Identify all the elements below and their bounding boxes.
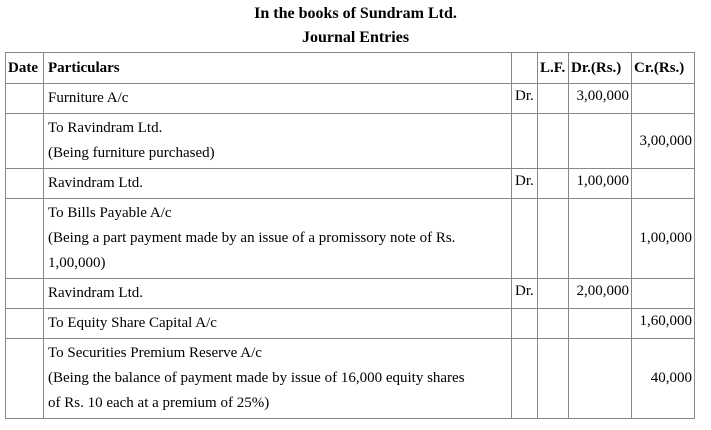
table-row bbox=[6, 169, 695, 199]
particulars-line: To Securities Premium Reserve A/c bbox=[48, 345, 262, 361]
particulars-line: of Rs. 10 each at a premium of 25%) bbox=[48, 395, 270, 411]
date-cell bbox=[6, 169, 44, 199]
particulars-cell bbox=[44, 199, 512, 279]
particulars-cell bbox=[44, 279, 512, 309]
lf-cell bbox=[538, 339, 569, 419]
credit-amount: 3,00,000 bbox=[632, 114, 695, 169]
debit-marker: Dr. bbox=[512, 169, 538, 199]
debit-marker: Dr. bbox=[512, 84, 538, 114]
page-title: In the books of Sundram Ltd. bbox=[254, 5, 457, 22]
credit-amount bbox=[632, 279, 695, 309]
column-header-marker bbox=[512, 53, 538, 84]
debit-amount bbox=[569, 309, 632, 339]
particulars-line: Furniture A/c bbox=[48, 90, 129, 106]
particulars-line: To Ravindram Ltd. bbox=[48, 120, 163, 136]
particulars-cell bbox=[44, 84, 512, 114]
lf-cell bbox=[538, 114, 569, 169]
table-row bbox=[6, 339, 695, 419]
debit-marker bbox=[512, 114, 538, 169]
debit-amount: 1,00,000 bbox=[569, 169, 632, 199]
particulars-line: Ravindram Ltd. bbox=[48, 285, 143, 301]
date-cell bbox=[6, 114, 44, 169]
journal-rows bbox=[6, 84, 695, 419]
debit-marker bbox=[512, 309, 538, 339]
lf-cell bbox=[538, 84, 569, 114]
date-cell bbox=[6, 279, 44, 309]
credit-amount: 40,000 bbox=[632, 339, 695, 419]
page-subtitle: Journal Entries bbox=[301, 29, 410, 46]
debit-amount bbox=[569, 114, 632, 169]
credit-amount: 1,60,000 bbox=[632, 309, 695, 339]
column-header-debit: Dr.(Rs.) bbox=[569, 53, 632, 84]
particulars-line: Ravindram Ltd. bbox=[48, 175, 143, 191]
credit-amount bbox=[632, 84, 695, 114]
table-row bbox=[6, 199, 695, 279]
lf-cell bbox=[538, 279, 569, 309]
particulars-line: (Being furniture purchased) bbox=[48, 145, 215, 161]
table-row bbox=[6, 84, 695, 114]
date-cell bbox=[6, 309, 44, 339]
particulars-cell bbox=[44, 114, 512, 169]
debit-marker bbox=[512, 199, 538, 279]
column-header-lf: L.F. bbox=[538, 53, 569, 84]
credit-amount bbox=[632, 169, 695, 199]
debit-amount: 3,00,000 bbox=[569, 84, 632, 114]
column-header-date: Date bbox=[6, 53, 44, 84]
lf-cell bbox=[538, 309, 569, 339]
date-cell bbox=[6, 339, 44, 419]
credit-amount: 1,00,000 bbox=[632, 199, 695, 279]
table-header-row bbox=[6, 53, 695, 84]
lf-cell bbox=[538, 169, 569, 199]
particulars-line: (Being a part payment made by an issue of a promissory note of Rs. bbox=[48, 230, 456, 246]
column-header-credit: Cr.(Rs.) bbox=[632, 53, 695, 84]
particulars-line: (Being the balance of payment made by issue of 16,000 equity shares bbox=[48, 370, 465, 386]
date-cell bbox=[6, 199, 44, 279]
particulars-line: To Bills Payable A/c bbox=[48, 205, 172, 221]
lf-cell bbox=[538, 199, 569, 279]
particulars-line: To Equity Share Capital A/c bbox=[48, 315, 217, 331]
table-row bbox=[6, 309, 695, 339]
debit-marker: Dr. bbox=[512, 279, 538, 309]
debit-marker bbox=[512, 339, 538, 419]
particulars-cell bbox=[44, 169, 512, 199]
debit-amount bbox=[569, 339, 632, 419]
particulars-cell bbox=[44, 309, 512, 339]
particulars-cell bbox=[44, 339, 512, 419]
column-header-particulars: Particulars bbox=[44, 53, 512, 84]
table-row bbox=[6, 114, 695, 169]
journal-table bbox=[5, 52, 695, 419]
table-row bbox=[6, 279, 695, 309]
debit-amount bbox=[569, 199, 632, 279]
particulars-line: 1,00,000) bbox=[48, 255, 106, 271]
debit-amount: 2,00,000 bbox=[569, 279, 632, 309]
date-cell bbox=[6, 84, 44, 114]
